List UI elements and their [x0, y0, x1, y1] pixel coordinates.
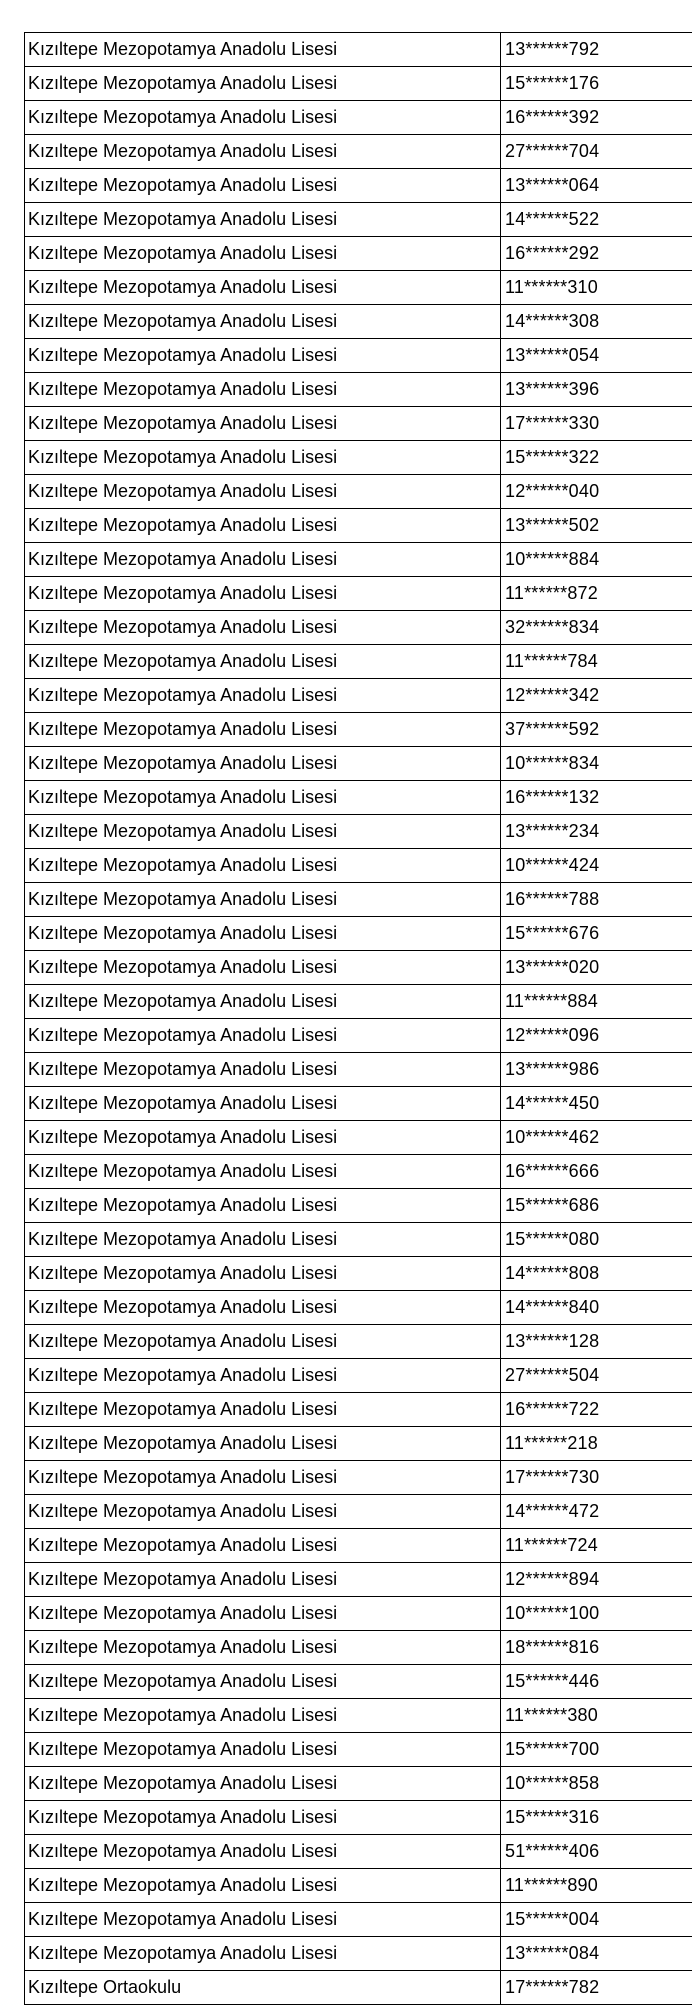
table-row [25, 1631, 692, 1665]
masked-id-cell: 10******858 [501, 1767, 692, 1801]
school-name-cell: Kızıltepe Mezopotamya Anadolu Lisesi [25, 135, 501, 169]
school-name-cell: Kızıltepe Mezopotamya Anadolu Lisesi [25, 305, 501, 339]
table-row [25, 1529, 692, 1563]
school-name-cell: Kızıltepe Mezopotamya Anadolu Lisesi [25, 101, 501, 135]
masked-id-cell: 13******128 [501, 1325, 692, 1359]
masked-id-cell: 11******872 [501, 577, 692, 611]
masked-id-cell: 11******890 [501, 1869, 692, 1903]
masked-id-cell: 12******096 [501, 1019, 692, 1053]
school-name-cell: Kızıltepe Mezopotamya Anadolu Lisesi [25, 543, 501, 577]
masked-id-cell: 17******782 [501, 1971, 692, 2005]
masked-id-cell: 51******406 [501, 1835, 692, 1869]
table-row [25, 1019, 692, 1053]
school-name-cell: Kızıltepe Mezopotamya Anadolu Lisesi [25, 1903, 501, 1937]
school-name-cell: Kızıltepe Mezopotamya Anadolu Lisesi [25, 441, 501, 475]
masked-id-cell: 14******522 [501, 203, 692, 237]
table-row [25, 1665, 692, 1699]
school-name-cell: Kızıltepe Mezopotamya Anadolu Lisesi [25, 33, 501, 67]
school-name-cell: Kızıltepe Mezopotamya Anadolu Lisesi [25, 237, 501, 271]
table-row [25, 1155, 692, 1189]
table-row [25, 543, 692, 577]
table-row [25, 135, 692, 169]
school-name-cell: Kızıltepe Mezopotamya Anadolu Lisesi [25, 1495, 501, 1529]
masked-id-cell: 15******322 [501, 441, 692, 475]
masked-id-cell: 16******666 [501, 1155, 692, 1189]
school-name-cell: Kızıltepe Mezopotamya Anadolu Lisesi [25, 1801, 501, 1835]
school-name-cell: Kızıltepe Mezopotamya Anadolu Lisesi [25, 645, 501, 679]
school-name-cell: Kızıltepe Mezopotamya Anadolu Lisesi [25, 1393, 501, 1427]
school-name-cell: Kızıltepe Mezopotamya Anadolu Lisesi [25, 271, 501, 305]
school-name-cell: Kızıltepe Mezopotamya Anadolu Lisesi [25, 679, 501, 713]
masked-id-cell: 12******040 [501, 475, 692, 509]
table-row [25, 1291, 692, 1325]
school-name-cell: Kızıltepe Ortaokulu [25, 1971, 501, 2005]
table-body [25, 33, 692, 2005]
table-row [25, 1903, 692, 1937]
student-table [24, 32, 692, 2005]
masked-id-cell: 15******700 [501, 1733, 692, 1767]
masked-id-cell: 11******784 [501, 645, 692, 679]
school-name-cell: Kızıltepe Mezopotamya Anadolu Lisesi [25, 1053, 501, 1087]
table-row [25, 1971, 692, 2005]
school-name-cell: Kızıltepe Mezopotamya Anadolu Lisesi [25, 169, 501, 203]
masked-id-cell: 14******840 [501, 1291, 692, 1325]
table-row [25, 67, 692, 101]
school-name-cell: Kızıltepe Mezopotamya Anadolu Lisesi [25, 951, 501, 985]
masked-id-cell: 16******788 [501, 883, 692, 917]
masked-id-cell: 15******446 [501, 1665, 692, 1699]
masked-id-cell: 12******894 [501, 1563, 692, 1597]
table-row [25, 1223, 692, 1257]
masked-id-cell: 14******472 [501, 1495, 692, 1529]
masked-id-cell: 15******080 [501, 1223, 692, 1257]
school-name-cell: Kızıltepe Mezopotamya Anadolu Lisesi [25, 1699, 501, 1733]
school-name-cell: Kızıltepe Mezopotamya Anadolu Lisesi [25, 1461, 501, 1495]
table-row [25, 781, 692, 815]
table-row [25, 1189, 692, 1223]
school-name-cell: Kızıltepe Mezopotamya Anadolu Lisesi [25, 1767, 501, 1801]
school-name-cell: Kızıltepe Mezopotamya Anadolu Lisesi [25, 1087, 501, 1121]
table-row [25, 373, 692, 407]
masked-id-cell: 13******792 [501, 33, 692, 67]
masked-id-cell: 14******450 [501, 1087, 692, 1121]
school-name-cell: Kızıltepe Mezopotamya Anadolu Lisesi [25, 1291, 501, 1325]
table-row [25, 917, 692, 951]
table-row [25, 985, 692, 1019]
school-name-cell: Kızıltepe Mezopotamya Anadolu Lisesi [25, 407, 501, 441]
table-row [25, 407, 692, 441]
table-row [25, 611, 692, 645]
school-name-cell: Kızıltepe Mezopotamya Anadolu Lisesi [25, 373, 501, 407]
table-row [25, 679, 692, 713]
school-name-cell: Kızıltepe Mezopotamya Anadolu Lisesi [25, 1529, 501, 1563]
table-row [25, 1801, 692, 1835]
school-name-cell: Kızıltepe Mezopotamya Anadolu Lisesi [25, 1257, 501, 1291]
table-row [25, 1699, 692, 1733]
table-row [25, 1257, 692, 1291]
table-row [25, 951, 692, 985]
table-row [25, 883, 692, 917]
table-row [25, 305, 692, 339]
masked-id-cell: 10******424 [501, 849, 692, 883]
masked-id-cell: 11******884 [501, 985, 692, 1019]
masked-id-cell: 27******504 [501, 1359, 692, 1393]
school-name-cell: Kızıltepe Mezopotamya Anadolu Lisesi [25, 203, 501, 237]
masked-id-cell: 18******816 [501, 1631, 692, 1665]
masked-id-cell: 10******100 [501, 1597, 692, 1631]
school-name-cell: Kızıltepe Mezopotamya Anadolu Lisesi [25, 985, 501, 1019]
table-row [25, 441, 692, 475]
table-row [25, 1325, 692, 1359]
masked-id-cell: 13******502 [501, 509, 692, 543]
table-row [25, 203, 692, 237]
school-name-cell: Kızıltepe Mezopotamya Anadolu Lisesi [25, 1937, 501, 1971]
masked-id-cell: 13******396 [501, 373, 692, 407]
masked-id-cell: 11******724 [501, 1529, 692, 1563]
school-name-cell: Kızıltepe Mezopotamya Anadolu Lisesi [25, 1563, 501, 1597]
masked-id-cell: 16******392 [501, 101, 692, 135]
table-row [25, 849, 692, 883]
masked-id-cell: 15******316 [501, 1801, 692, 1835]
masked-id-cell: 11******380 [501, 1699, 692, 1733]
masked-id-cell: 16******292 [501, 237, 692, 271]
masked-id-cell: 11******310 [501, 271, 692, 305]
school-name-cell: Kızıltepe Mezopotamya Anadolu Lisesi [25, 509, 501, 543]
masked-id-cell: 15******176 [501, 67, 692, 101]
masked-id-cell: 14******308 [501, 305, 692, 339]
table-row [25, 1393, 692, 1427]
school-name-cell: Kızıltepe Mezopotamya Anadolu Lisesi [25, 611, 501, 645]
school-name-cell: Kızıltepe Mezopotamya Anadolu Lisesi [25, 849, 501, 883]
masked-id-cell: 13******234 [501, 815, 692, 849]
table-row [25, 339, 692, 373]
masked-id-cell: 16******132 [501, 781, 692, 815]
school-name-cell: Kızıltepe Mezopotamya Anadolu Lisesi [25, 1121, 501, 1155]
school-name-cell: Kızıltepe Mezopotamya Anadolu Lisesi [25, 1427, 501, 1461]
school-name-cell: Kızıltepe Mezopotamya Anadolu Lisesi [25, 1019, 501, 1053]
school-name-cell: Kızıltepe Mezopotamya Anadolu Lisesi [25, 339, 501, 373]
table-row [25, 475, 692, 509]
school-name-cell: Kızıltepe Mezopotamya Anadolu Lisesi [25, 1631, 501, 1665]
school-name-cell: Kızıltepe Mezopotamya Anadolu Lisesi [25, 1155, 501, 1189]
table-row [25, 1767, 692, 1801]
school-name-cell: Kızıltepe Mezopotamya Anadolu Lisesi [25, 747, 501, 781]
school-name-cell: Kızıltepe Mezopotamya Anadolu Lisesi [25, 1835, 501, 1869]
table-row [25, 33, 692, 67]
table-row [25, 1597, 692, 1631]
school-name-cell: Kızıltepe Mezopotamya Anadolu Lisesi [25, 917, 501, 951]
masked-id-cell: 14******808 [501, 1257, 692, 1291]
masked-id-cell: 10******884 [501, 543, 692, 577]
table-row [25, 1869, 692, 1903]
table-row [25, 1495, 692, 1529]
masked-id-cell: 15******686 [501, 1189, 692, 1223]
masked-id-cell: 15******004 [501, 1903, 692, 1937]
school-name-cell: Kızıltepe Mezopotamya Anadolu Lisesi [25, 1733, 501, 1767]
masked-id-cell: 17******730 [501, 1461, 692, 1495]
table-row [25, 1087, 692, 1121]
masked-id-cell: 11******218 [501, 1427, 692, 1461]
school-name-cell: Kızıltepe Mezopotamya Anadolu Lisesi [25, 713, 501, 747]
table-row [25, 1461, 692, 1495]
school-name-cell: Kızıltepe Mezopotamya Anadolu Lisesi [25, 1325, 501, 1359]
school-name-cell: Kızıltepe Mezopotamya Anadolu Lisesi [25, 475, 501, 509]
masked-id-cell: 12******342 [501, 679, 692, 713]
table-row [25, 1937, 692, 1971]
school-name-cell: Kızıltepe Mezopotamya Anadolu Lisesi [25, 1597, 501, 1631]
table-row [25, 747, 692, 781]
table-row [25, 1733, 692, 1767]
school-name-cell: Kızıltepe Mezopotamya Anadolu Lisesi [25, 1359, 501, 1393]
table-row [25, 1563, 692, 1597]
school-name-cell: Kızıltepe Mezopotamya Anadolu Lisesi [25, 815, 501, 849]
masked-id-cell: 17******330 [501, 407, 692, 441]
table-row [25, 577, 692, 611]
school-name-cell: Kızıltepe Mezopotamya Anadolu Lisesi [25, 883, 501, 917]
masked-id-cell: 10******462 [501, 1121, 692, 1155]
school-name-cell: Kızıltepe Mezopotamya Anadolu Lisesi [25, 1665, 501, 1699]
masked-id-cell: 13******064 [501, 169, 692, 203]
masked-id-cell: 13******986 [501, 1053, 692, 1087]
masked-id-cell: 27******704 [501, 135, 692, 169]
table-row [25, 237, 692, 271]
school-name-cell: Kızıltepe Mezopotamya Anadolu Lisesi [25, 781, 501, 815]
table-row [25, 509, 692, 543]
table-row [25, 169, 692, 203]
table-row [25, 1427, 692, 1461]
school-name-cell: Kızıltepe Mezopotamya Anadolu Lisesi [25, 577, 501, 611]
masked-id-cell: 32******834 [501, 611, 692, 645]
masked-id-cell: 13******054 [501, 339, 692, 373]
table-row [25, 815, 692, 849]
school-name-cell: Kızıltepe Mezopotamya Anadolu Lisesi [25, 1223, 501, 1257]
table-row [25, 1835, 692, 1869]
table-row [25, 645, 692, 679]
table-row [25, 271, 692, 305]
masked-id-cell: 37******592 [501, 713, 692, 747]
school-name-cell: Kızıltepe Mezopotamya Anadolu Lisesi [25, 1189, 501, 1223]
masked-id-cell: 13******020 [501, 951, 692, 985]
school-name-cell: Kızıltepe Mezopotamya Anadolu Lisesi [25, 67, 501, 101]
table-row [25, 713, 692, 747]
table-row [25, 101, 692, 135]
masked-id-cell: 13******084 [501, 1937, 692, 1971]
table-row [25, 1121, 692, 1155]
masked-id-cell: 10******834 [501, 747, 692, 781]
masked-id-cell: 16******722 [501, 1393, 692, 1427]
table-row [25, 1359, 692, 1393]
school-name-cell: Kızıltepe Mezopotamya Anadolu Lisesi [25, 1869, 501, 1903]
masked-id-cell: 15******676 [501, 917, 692, 951]
table-row [25, 1053, 692, 1087]
